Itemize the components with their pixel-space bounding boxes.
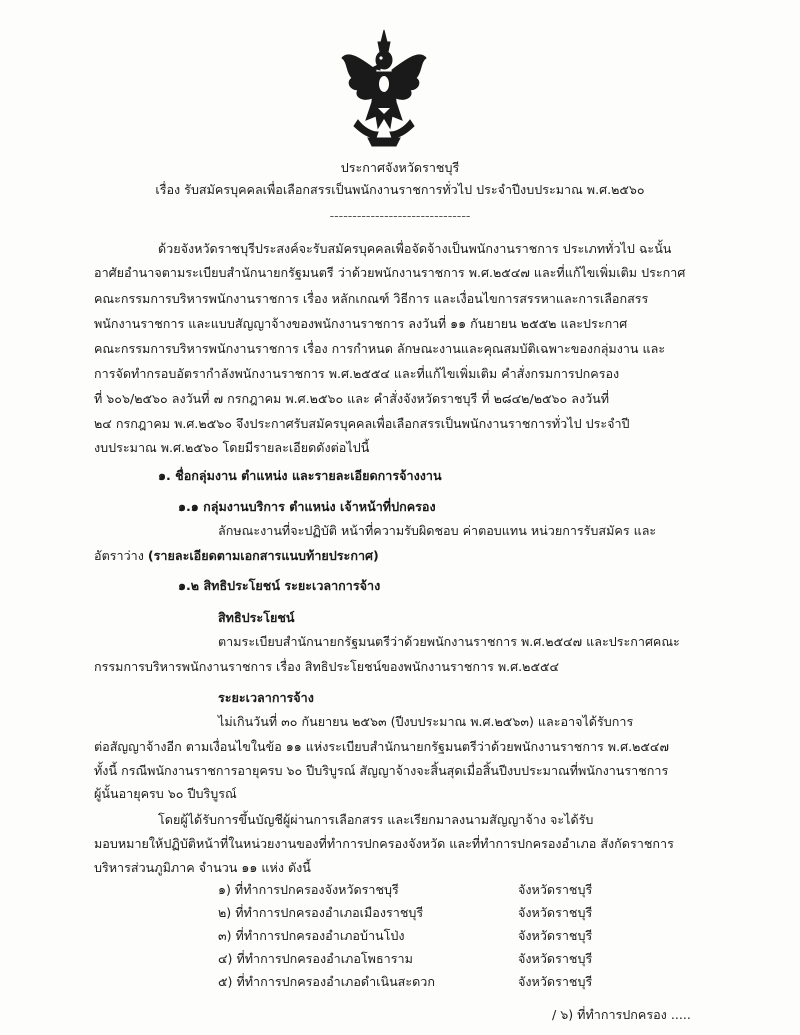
assign-line: บริหารส่วนภูมิภาค จำนวน ๑๑ แห่ง ดังนี้ [94,860,311,875]
intro-line: คณะกรรมการบริหารพนักงานราชการ เรื่อง การกำหนด ลักษณะงานและคุณสมบัติเฉพาะของกลุ่มงาน และ [94,341,666,356]
office-province: จังหวัดราชบุรี [518,882,593,897]
period-line: ไม่เกินวันที่ ๓๐ กันยายน ๒๕๖๓ (ปีงบประมาณ พ.ศ.๒๕๖๓) และอาจได้รับการ [218,714,634,729]
assign-line: โดยผู้ได้รับการขึ้นบัญชีผู้ผ่านการเลือกสรร และเรียกมาลงนามสัญญาจ้าง จะได้รับ [158,812,594,827]
section1-heading: ๑. ชื่อกลุ่มงาน ตำแหน่ง และรายละเอียดการจ้างงาน [158,468,442,483]
list-item [218,880,638,900]
intro-line: การจัดทำกรอบอัตรากำลังพนักงานราชการ พ.ศ.๒๕๕๔ และที่แก้ไขเพิ่มเติม คำสั่งกรมการปกครอง [94,366,620,381]
title-divider: ------------------------------- [329,208,471,223]
benefit-heading: สิทธิประโยชน์ [218,610,295,625]
intro-line: อาศัยอำนาจตามระเบียบสำนักนายกรัฐมนตรี ว่าด้วยพนักงานราชการ พ.ศ.๒๕๔๗ และที่แก้ไขเพิ่มเติม ประกาศ [94,265,686,280]
assign-line: มอบหมายให้ปฏิบัติหน้าที่ในหน่วยงานของที่ทำการปกครองจังหวัด และที่ทำการปกครองอำเภอ สังกัดราชการ [94,836,674,851]
period-line: ผู้นั้นอายุครบ ๖๐ ปีบริบูรณ์ [94,786,237,801]
period-line: ต่อสัญญาจ้างอีก ตามเงื่อนไขในข้อ ๑๑ แห่งระเบียบสำนักนายกรัฐมนตรีว่าด้วยพนักงานราชการ พ.ศ.๒๕๔๗ [94,739,669,754]
attachment-note: (รายละเอียดตามเอกสารแนบท้ายประกาศ) [147,548,379,563]
office-name: ๓) ที่ทำการปกครองอำเภอบ้านโป่ง [218,928,405,943]
garuda-emblem-icon [338,28,430,148]
intro-line: ด้วยจังหวัดราชบุรีประสงค์จะรับสมัครบุคคลเพื่อจัดจ้างเป็นพนักงานราชการ ประเภททั่วไป ฉะนั้น [158,241,672,256]
list-item [218,926,638,946]
office-name: ๒) ที่ทำการปกครองอำเภอเมืองราชบุรี [218,905,424,920]
period-heading: ระยะเวลาการจ้าง [218,690,314,705]
office-name: ๔) ที่ทำการปกครองอำเภอโพธาราม [218,951,413,966]
list-item [218,949,638,969]
intro-line: งบประมาณ พ.ศ.๒๕๖๐ โดยมีรายละเอียดดังต่อไปนี้ [94,440,370,455]
section1-1-line [94,546,379,566]
office-province: จังหวัดราชบุรี [518,905,593,920]
section1-1-heading: ๑.๑ กลุ่มงานบริการ ตำแหน่ง เจ้าหน้าที่ปกครอง [178,499,436,514]
list-item [218,972,638,992]
continuation-note: / ๖) ที่ทำการปกครอง ..... [552,1007,691,1022]
benefit-line: กรรมการบริหารพนักงานราชการ เรื่อง สิทธิประโยชน์ของพนักงานราชการ พ.ศ.๒๕๕๔ [94,659,560,674]
section1-1-text: อัตราว่าง [94,548,148,563]
intro-line: ๒๔ กรกฎาคม พ.ศ.๒๕๖๐ จึงประกาศรับสมัครบุคคลเพื่อเลือกสรรเป็นพนักงานราชการทั่วไป ประจำปี [94,416,630,431]
office-name: ๑) ที่ทำการปกครองจังหวัดราชบุรี [218,882,399,897]
benefit-line: ตามระเบียบสำนักนายกรัฐมนตรีว่าด้วยพนักงานราชการ พ.ศ.๒๕๔๗ และประกาศคณะ [218,634,680,649]
intro-line: คณะกรรมการบริหารพนักงานราชการ เรื่อง หลักเกณฑ์ วิธีการ และเงื่อนไขการสรรหาและการเลือกสรร [94,291,649,306]
intro-line: ที่ ๖๐๖/๒๕๖๐ ลงวันที่ ๗ กรกฎาคม พ.ศ.๒๕๖๐ และ คำสั่งจังหวัดราชบุรี ที่ ๒๘๔๒/๒๕๖๐ ลงวันที่ [94,391,610,406]
section1-2-heading: ๑.๒ สิทธิประโยชน์ ระยะเวลาการจ้าง [178,578,381,593]
document-subject: เรื่อง รับสมัครบุคคลเพื่อเลือกสรรเป็นพนักงานราชการทั่วไป ประจำปีงบประมาณ พ.ศ.๒๕๖๐ [155,182,645,197]
intro-line: พนักงานราชการ และแบบสัญญาจ้างของพนักงานราชการ ลงวันที่ ๑๑ กันยายน ๒๕๕๒ และประกาศ [94,316,628,331]
section1-1-line: ลักษณะงานที่จะปฏิบัติ หน้าที่ความรับผิดชอบ ค่าตอบแทน หน่วยการรับสมัคร และ [218,523,657,538]
office-province: จังหวัดราชบุรี [518,974,593,989]
office-province: จังหวัดราชบุรี [518,951,593,966]
office-province: จังหวัดราชบุรี [518,928,593,943]
document-title: ประกาศจังหวัดราชบุรี [340,160,460,175]
period-line: ทั้งนี้ กรณีพนักงานราชการอายุครบ ๖๐ ปีบริบูรณ์ สัญญาจ้างจะสิ้นสุดเมื่อสิ้นปีงบประมาณที่พนักงานราชการ [94,763,669,778]
office-name: ๕) ที่ทำการปกครองอำเภอดำเนินสะดวก [218,974,436,989]
list-item [218,903,638,923]
